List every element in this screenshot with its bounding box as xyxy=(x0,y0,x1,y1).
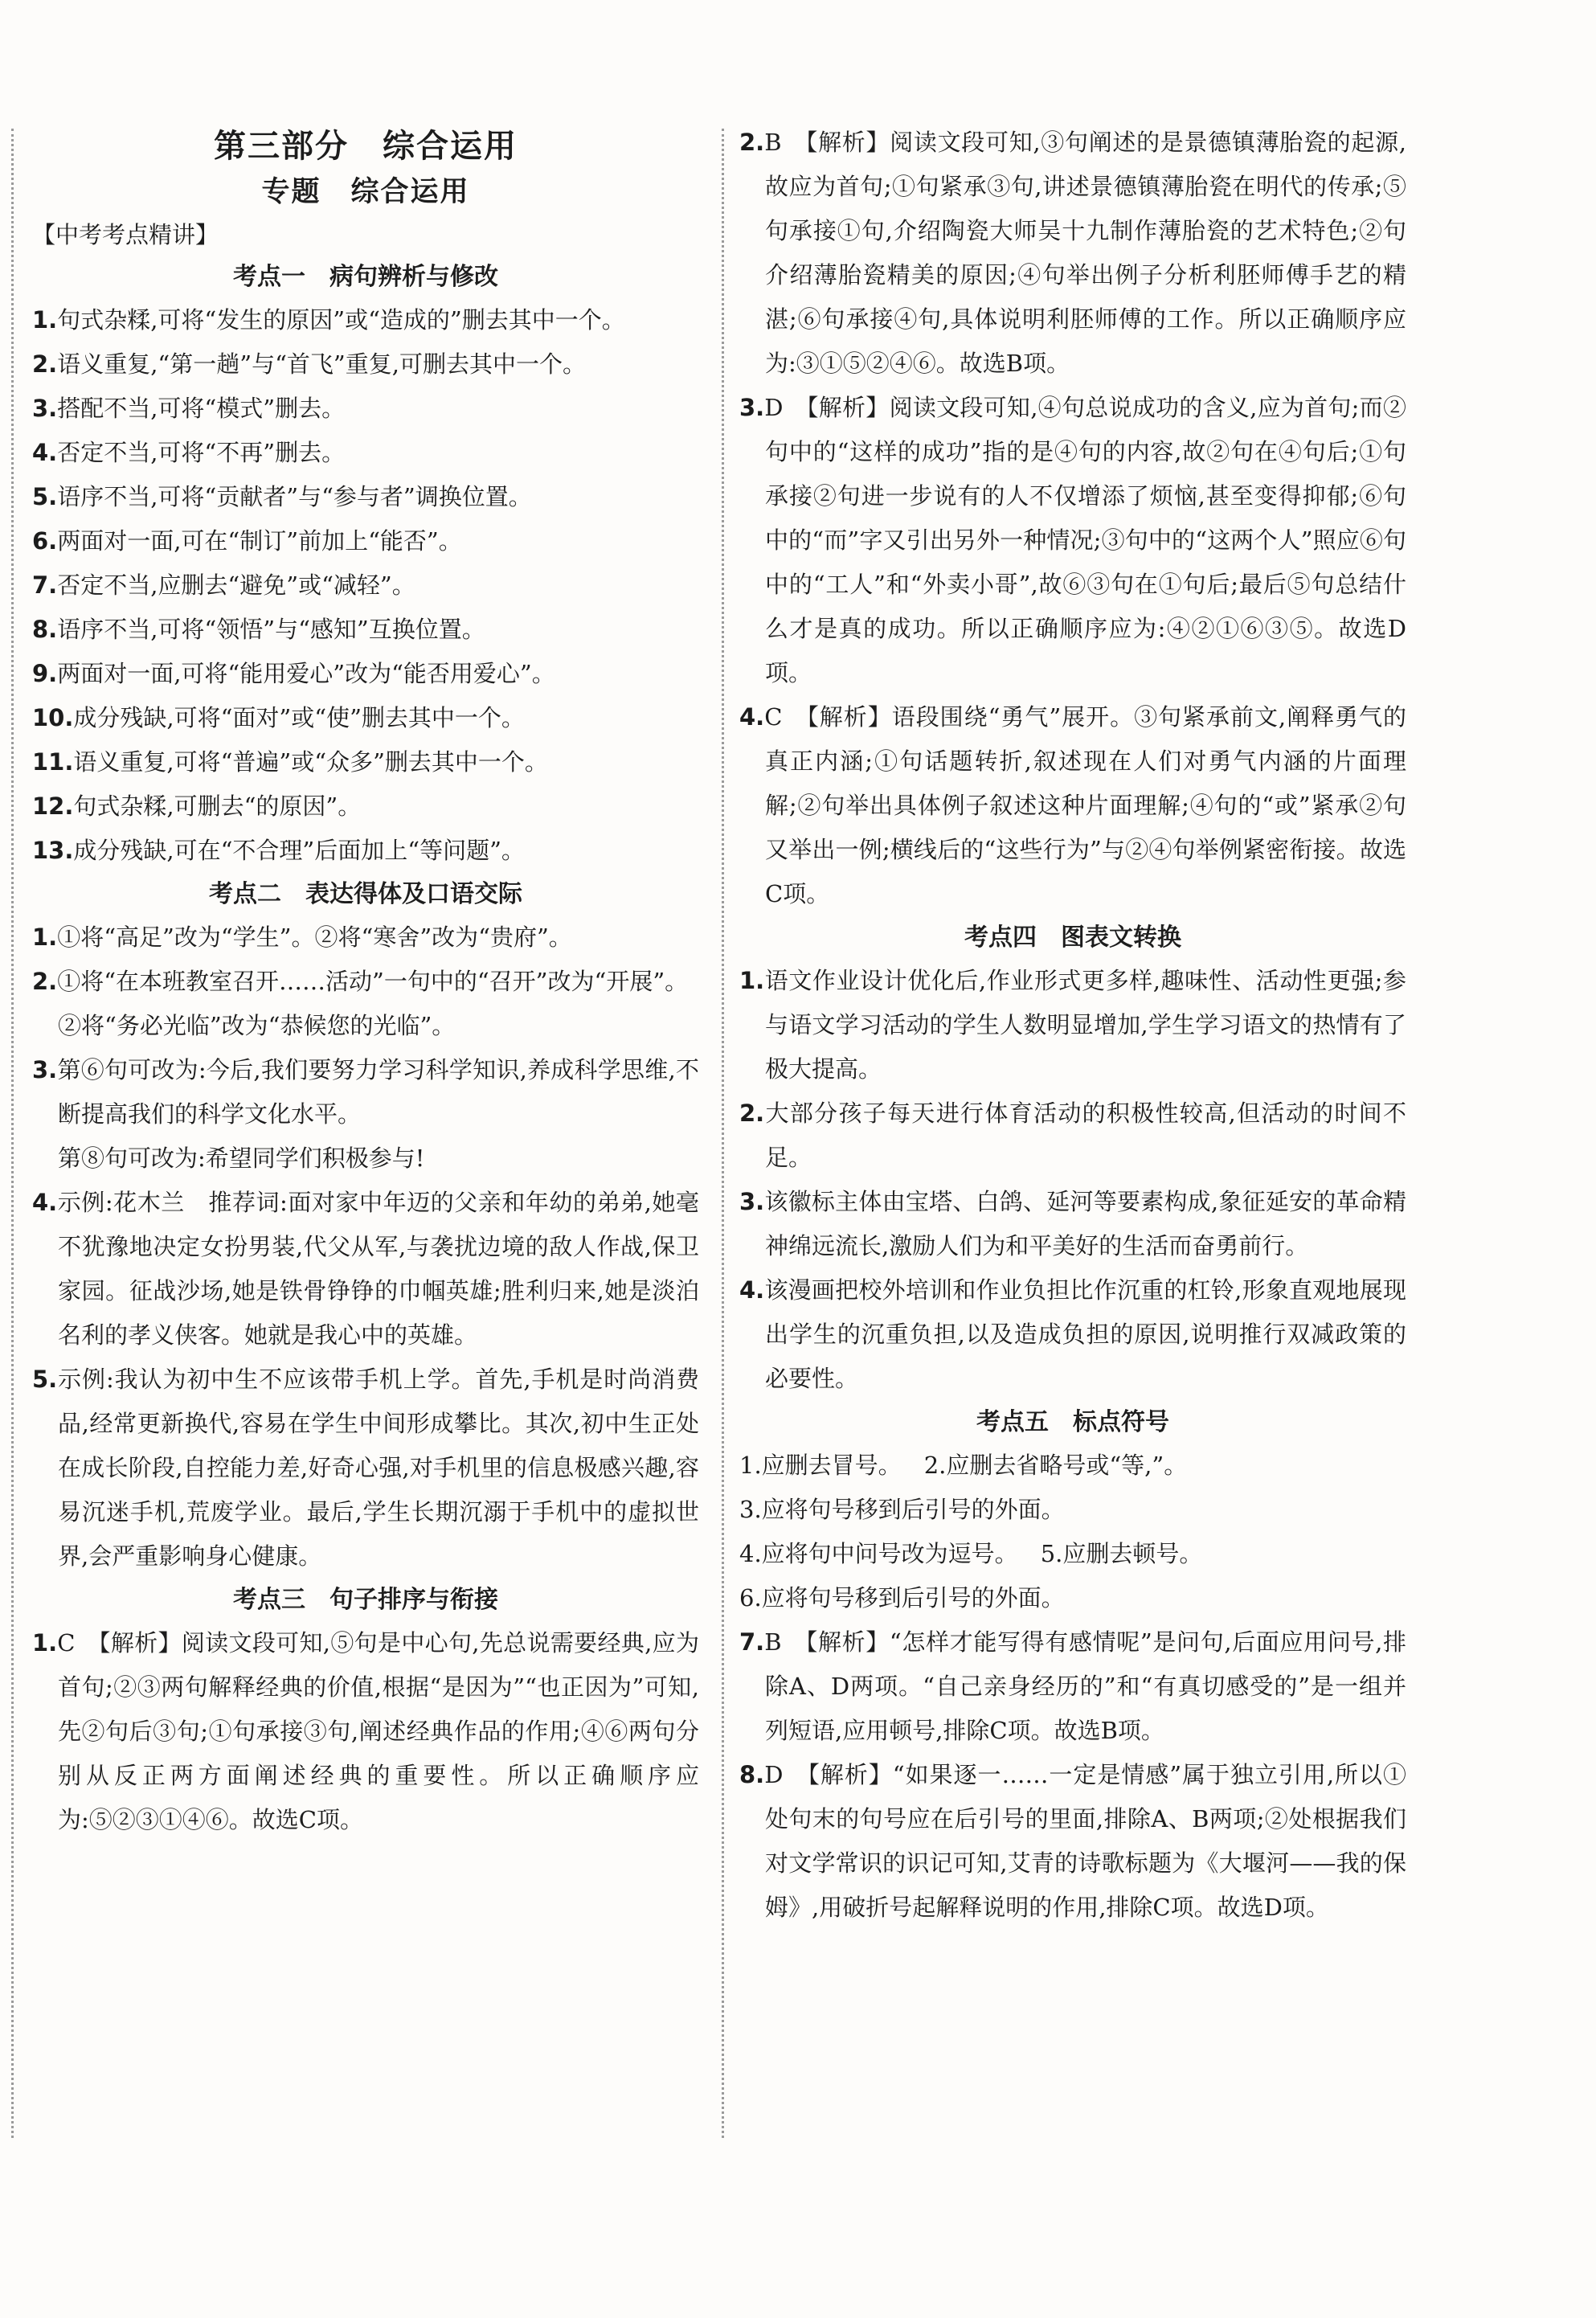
answer-number: 4. xyxy=(32,439,58,466)
answer-item xyxy=(739,121,1406,386)
answer-number: 5. xyxy=(1040,1540,1063,1567)
answer-text: 大部分孩子每天进行体育活动的积极性较高,但活动的时间不足。 xyxy=(764,1100,1406,1171)
answer-text: 两面对一面,可在“制订”前加上“能否”。 xyxy=(57,527,462,555)
answer-text: 搭配不当,可将“模式”删去。 xyxy=(57,395,346,422)
section-5-list xyxy=(739,1444,1406,1930)
answer-item xyxy=(32,431,699,475)
section-1-list xyxy=(32,298,699,873)
answer-text: 该徽标主体由宝塔、白鸽、延河等要素构成,象征延安的革命精神绵远流长,激励人们为和平美好的生活而奋勇前行。 xyxy=(764,1188,1406,1259)
answer-item xyxy=(32,519,699,563)
answer-number: 3. xyxy=(739,394,765,421)
answer-number: 6. xyxy=(32,527,58,555)
answer-item xyxy=(32,960,699,1004)
answer-number: 3. xyxy=(739,1188,765,1215)
left-margin-rule xyxy=(11,129,14,2138)
right-column xyxy=(739,121,1406,1930)
answer-item xyxy=(739,695,1406,916)
answer-number: 1. xyxy=(32,1629,58,1657)
answer-number: 2. xyxy=(923,1452,947,1479)
answer-item xyxy=(32,387,699,431)
answer-item xyxy=(32,608,699,652)
answer-item xyxy=(32,829,699,873)
section-3-list-right xyxy=(739,121,1406,916)
section-heading: 考点三 句子排序与衔接 xyxy=(233,1586,498,1614)
answer-text: 应将句中问号改为逗号。 xyxy=(761,1540,1018,1567)
answer-text: 语义重复,可将“普遍”或“众多”删去其中一个。 xyxy=(73,748,548,776)
answer-pair xyxy=(739,1532,1406,1576)
section-heading: 考点二 表达得体及口语交际 xyxy=(209,880,522,908)
answer-number: 7. xyxy=(32,571,58,599)
answer-text: 语文作业设计优化后,作业形式更多样,趣味性、活动性更强;参与语文学习活动的学生人数明显增加,学生学习语文的热情有了极大提高。 xyxy=(764,967,1406,1083)
answer-item xyxy=(32,1048,699,1136)
answer-number: 1. xyxy=(739,967,765,994)
answer-text: D 【解析】阅读文段可知,④句总说成功的含义,应为首句;而②句中的“这样的成功”指的是④句的内容,故②句在④句后;①句承接②句进一步说有的人不仅增添了烦恼,甚至变得抑郁;⑥句中的“而”字又引出另外一种情况;③句中的“这两个人”照应⑥句中的“工人”和“外卖小哥”,故⑥③句在①句后;最后⑤句总结什么才是真的成功。所以正确顺序应为:④②①⑥③⑤。故选D项。 xyxy=(764,394,1406,686)
answer-text: 语序不当,可将“贡献者”与“参与者”调换位置。 xyxy=(57,483,532,510)
answer-number: 8. xyxy=(739,1761,765,1788)
answer-number: 7. xyxy=(739,1628,765,1656)
answer-item xyxy=(32,696,699,740)
answer-item xyxy=(32,652,699,696)
answer-item xyxy=(32,1004,699,1048)
answer-item xyxy=(739,1091,1406,1180)
answer-text: C 【解析】语段围绕“勇气”展开。③句紧承前文,阐释勇气的真正内涵;①句话题转折,叙述现在人们对勇气内涵的片面理解;②句举出具体例子叙述这种片面理解;④句的“或”紧承②句又举出一例;横线后的“这些行为”与②④句举例紧密衔接。故选C项。 xyxy=(764,703,1406,907)
section-3-list-left xyxy=(32,1621,699,1842)
answer-number: 5. xyxy=(32,483,58,510)
answer-number: 13. xyxy=(32,837,74,864)
answer-item xyxy=(739,959,1406,1091)
answer-pair xyxy=(739,1444,1406,1488)
answer-number: 10. xyxy=(32,704,74,731)
answer-text: 应删去省略号或“等,”。 xyxy=(946,1452,1188,1479)
answer-text: 否定不当,可将“不再”删去。 xyxy=(57,439,346,466)
answer-text: 示例:我认为初中生不应该带手机上学。首先,手机是时尚消费品,经常更新换代,容易在学生中间形成攀比。其次,初中生正处在成长阶段,自控能力差,好奇心强,对手机里的信息极感兴趣,容易沉迷手机,荒废学业。最后,学生长期沉溺于手机中的虚拟世界,会严重影响身心健康。 xyxy=(57,1366,699,1570)
answer-number: 1. xyxy=(32,924,58,951)
answer-item xyxy=(32,342,699,387)
answer-item xyxy=(739,1753,1406,1930)
answer-item xyxy=(32,475,699,519)
answer-number: 3. xyxy=(32,395,58,422)
answer-text: 句式杂糅,可将“发生的原因”或“造成的”删去其中一个。 xyxy=(57,306,625,334)
section-2-list xyxy=(32,915,699,1579)
answer-number: 12. xyxy=(32,792,74,820)
answer-text: 应删去冒号。 xyxy=(761,1452,902,1479)
answer-item xyxy=(32,915,699,960)
answer-number: 2. xyxy=(739,129,765,156)
answer-text: D 【解析】“如果逐一……一定是情感”属于独立引用,所以①处句末的句号应在后引号的里面,排除A、B两项;②处根据我们对文学常识的识记可知,艾青的诗歌标题为《大堰河——我的保姆》,用破折号起解释说明的作用,排除C项。故选D项。 xyxy=(764,1761,1406,1921)
answer-item xyxy=(32,1621,699,1842)
answer-text: 句式杂糅,可删去“的原因”。 xyxy=(73,792,362,820)
section-heading: 考点五 标点符号 xyxy=(976,1408,1169,1436)
section-tag: 【中考考点精讲】 xyxy=(32,221,219,248)
answer-number: 1. xyxy=(739,1452,762,1479)
answer-text: ②将“务必光临”改为“恭候您的光临”。 xyxy=(58,1012,456,1039)
answer-text: 示例:花木兰 推荐词:面对家中年迈的父亲和年幼的弟弟,她毫不犹豫地决定女扮男装,代父从军,与袭扰边境的敌人作战,保卫家园。征战沙场,她是铁骨铮铮的巾帼英雄;胜利归来,她是淡泊名利的孝义侠客。她就是我心中的英雄。 xyxy=(57,1189,699,1349)
answer-item xyxy=(32,563,699,608)
topic-title: 专题 综合运用 xyxy=(261,175,470,208)
answer-item xyxy=(32,1181,699,1358)
answer-number: 3. xyxy=(739,1496,762,1523)
answer-number: 11. xyxy=(32,748,74,776)
answer-item xyxy=(32,740,699,784)
left-column xyxy=(32,121,699,1842)
answer-number: 9. xyxy=(32,660,58,687)
answer-item xyxy=(32,1358,699,1579)
answer-item xyxy=(739,1620,1406,1753)
answer-text: ①将“高足”改为“学生”。②将“寒舍”改为“贵府”。 xyxy=(57,924,572,951)
answer-number: 4. xyxy=(739,1540,762,1567)
answer-item xyxy=(32,784,699,829)
answer-text: 应删去顿号。 xyxy=(1062,1540,1203,1567)
answer-text: B 【解析】“怎样才能写得有感情呢”是问句,后面应用问号,排除A、D两项。“自己亲身经历的”和“有真切感受的”是一组并列短语,应用顿号,排除C项。故选B项。 xyxy=(764,1628,1406,1744)
answer-text: 第⑥句可改为:今后,我们要努力学习科学知识,养成科学思维,不断提高我们的科学文化水平。 xyxy=(57,1056,699,1128)
answer-text: C 【解析】阅读文段可知,⑤句是中心句,先总说需要经典,应为首句;②③两句解释经典的价值,根据“是因为”“也正因为”可知,先②句后③句;①句承接③句,阐述经典作品的作用;④⑥两句分别从反正两方面阐述经典的重要性。所以正确顺序应为:⑤②③①④⑥。故选C项。 xyxy=(57,1629,699,1833)
answer-item xyxy=(32,298,699,342)
answer-text: 语义重复,“第一趟”与“首飞”重复,可删去其中一个。 xyxy=(57,350,586,378)
answer-text: 该漫画把校外培训和作业负担比作沉重的杠铃,形象直观地展现出学生的沉重负担,以及造成负担的原因,说明推行双减政策的必要性。 xyxy=(764,1276,1406,1392)
answer-number: 2. xyxy=(32,968,58,995)
answer-number: 4. xyxy=(739,703,765,731)
answer-number: 5. xyxy=(32,1366,58,1393)
answer-number: 1. xyxy=(32,306,58,334)
answer-number: 4. xyxy=(739,1276,765,1304)
answer-text: 应将句号移到后引号的外面。 xyxy=(761,1496,1065,1523)
part-title: 第三部分 综合运用 xyxy=(214,127,518,165)
answer-number: 2. xyxy=(32,350,58,378)
section-heading: 考点四 图表文转换 xyxy=(964,924,1181,952)
answer-number: 8. xyxy=(32,616,58,643)
answer-item xyxy=(32,1136,699,1181)
answer-number: 3. xyxy=(32,1056,58,1083)
answer-number: 6. xyxy=(739,1584,762,1612)
section-4-list xyxy=(739,959,1406,1401)
answer-text: 否定不当,应删去“避免”或“减轻”。 xyxy=(57,571,415,599)
answer-number: 4. xyxy=(32,1189,58,1216)
answer-item xyxy=(739,1488,1406,1532)
answer-text: 成分残缺,可将“面对”或“使”删去其中一个。 xyxy=(73,704,525,731)
section-heading: 考点一 病句辨析与修改 xyxy=(233,263,498,291)
answer-text: 语序不当,可将“领悟”与“感知”互换位置。 xyxy=(57,616,485,643)
answer-item xyxy=(739,386,1406,695)
column-divider xyxy=(722,129,724,2138)
answer-text: 第⑧句可改为:希望同学们积极参与! xyxy=(58,1145,425,1172)
answer-number: 2. xyxy=(739,1100,765,1127)
answer-text: B 【解析】阅读文段可知,③句阐述的是景德镇薄胎瓷的起源,故应为首句;①句紧承③句,讲述景德镇薄胎瓷在明代的传承;⑤句承接①句,介绍陶瓷大师吴十九制作薄胎瓷的艺术特色;②句介绍薄胎瓷精美的原因;④句举出例子分析利胚师傅手艺的精湛;⑥句承接④句,具体说明利胚师傅的工作。所以正确顺序应为:③①⑤②④⑥。故选B项。 xyxy=(764,129,1406,377)
answer-item xyxy=(739,1576,1406,1620)
answer-text: 成分残缺,可在“不合理”后面加上“等问题”。 xyxy=(73,837,525,864)
answer-text: 两面对一面,可将“能用爱心”改为“能否用爱心”。 xyxy=(57,660,555,687)
answer-item xyxy=(739,1268,1406,1401)
answer-text: 应将句号移到后引号的外面。 xyxy=(761,1584,1065,1612)
answer-text: ①将“在本班教室召开……活动”一句中的“召开”改为“开展”。 xyxy=(57,968,689,995)
answer-item xyxy=(739,1180,1406,1268)
